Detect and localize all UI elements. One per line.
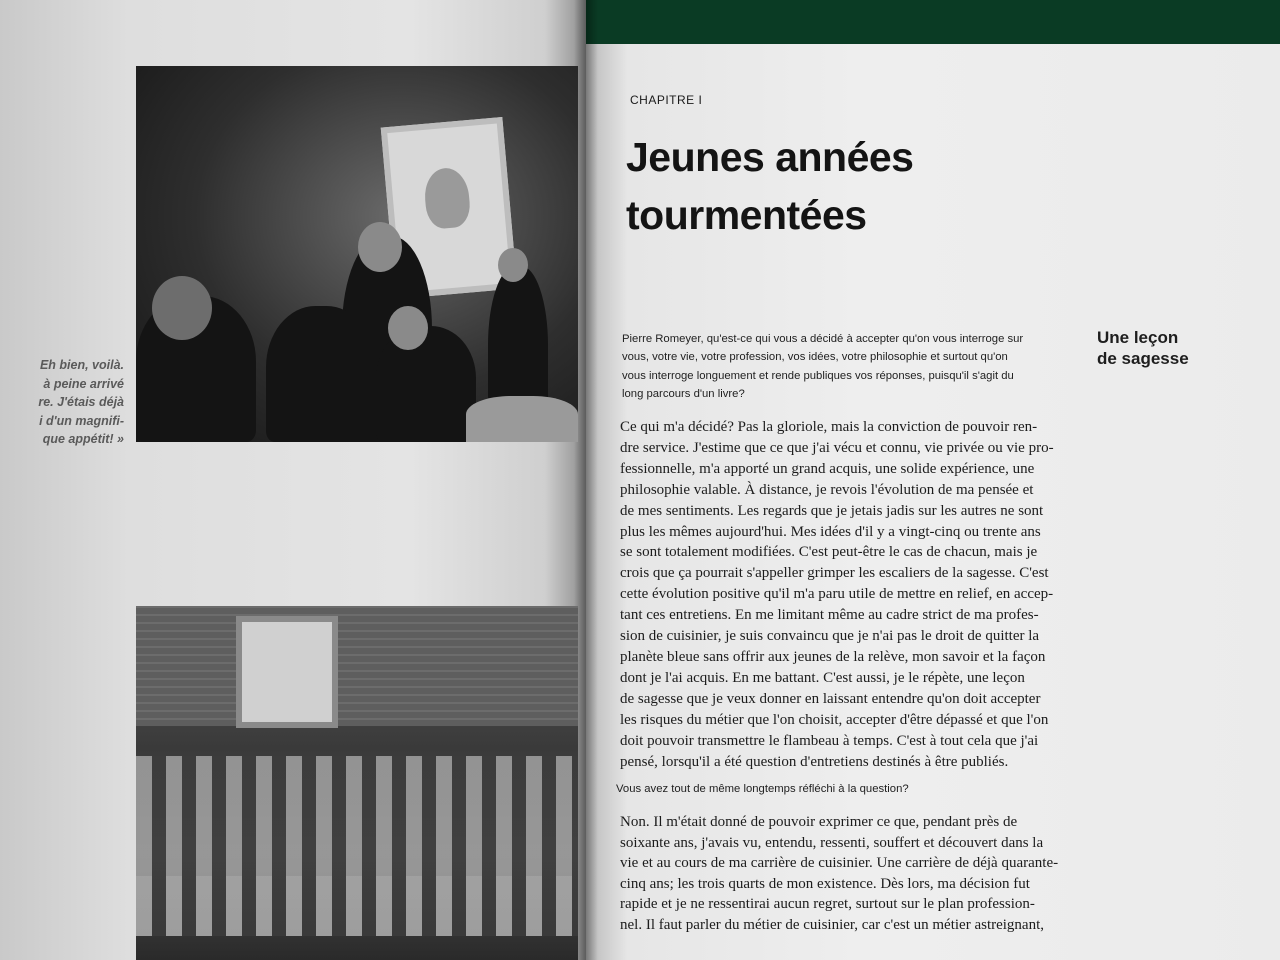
window bbox=[236, 616, 338, 728]
answer-paragraph-1 bbox=[620, 417, 1068, 772]
answer-line: nel. Il faut parler du métier de cuisinier, car c'est un métier astreignant, bbox=[620, 916, 1045, 933]
answer-line: plus les mêmes aujourd'hui. Mes idées d'il y a vingt-cinq ou trente ans bbox=[620, 523, 1041, 540]
side-heading bbox=[1097, 327, 1189, 369]
answer-line: dont je l'ai acquis. En me battant. C'est aussi, je le répète, une leçon bbox=[620, 669, 1025, 686]
answer-line: Non. Il m'était donné de pouvoir exprimer ce que, pendant près de bbox=[620, 814, 1018, 830]
intro-question bbox=[622, 330, 1077, 403]
question-line: Pierre Romeyer, qu'est-ce qui vous a décidé à accepter qu'on vous interroge sur bbox=[622, 333, 1024, 345]
answer-line: de mes sentiments. Les regards que je jetais jadis sur les autres ne sont bbox=[620, 502, 1044, 519]
answer-paragraph-2 bbox=[620, 812, 1068, 935]
answer-line: pensé, lorsqu'il a été question d'entretiens destinés à être publiés. bbox=[620, 753, 1009, 770]
answer-line: doit pouvoir transmettre le flambeau à temps. C'est à tout cela que j'ai bbox=[620, 732, 1039, 749]
chapter-label: CHAPITRE I bbox=[630, 93, 703, 107]
caption-line: Eh bien, voilà. bbox=[39, 358, 124, 372]
question-line: vous, votre vie, votre profession, vos idées, votre philosophie et surtout qu'on bbox=[622, 351, 1008, 364]
answer-line: planète bleue sans offrir aux jeunes de la relève, mon savoir et la façon bbox=[620, 648, 1046, 665]
answer-line: philosophie valable. À distance, je revois l'évolution de ma pensée et bbox=[620, 481, 1034, 498]
photo-schoolchildren bbox=[136, 606, 578, 960]
answer-line: cette évolution positive qu'il m'a paru utile de mettre en relief, en accep- bbox=[620, 586, 1054, 603]
photo-caption bbox=[0, 356, 124, 449]
question-line: vous interroge longuement et rende publiques vos réponses, puisqu'il s'agit du bbox=[622, 369, 1014, 382]
answer-line: rapide et je ne ressentirai aucun regret, surtout sur le plan profession- bbox=[620, 896, 1035, 912]
flower-arrangement bbox=[466, 396, 578, 442]
children-row-front bbox=[136, 876, 578, 936]
answer-line: tant ces entretiens. En me limitant même au cadre strict de ma profes- bbox=[620, 607, 1039, 624]
answer-line: dre service. J'estime que ce que j'ai vécu et connu, vie privée ou vie pro- bbox=[620, 439, 1054, 456]
chapter-title-line: Jeunes années bbox=[626, 134, 914, 180]
guest-right bbox=[376, 326, 476, 442]
answer-line: les risques du métier que l'on choisit, accepter d'être dépassé et que l'on bbox=[620, 711, 1049, 728]
photo-banquet bbox=[136, 66, 578, 442]
question-line: Vous avez tout de même longtemps réfléchi à la question? bbox=[616, 783, 909, 795]
question-line: long parcours d'un livre? bbox=[622, 387, 745, 400]
woman-face bbox=[498, 248, 528, 282]
caption-line: i d'un magnifi- bbox=[39, 413, 124, 428]
answer-line: se sont totalement modifiées. C'est peut-être le cas de chacun, mais je bbox=[620, 544, 1038, 561]
children-row-middle bbox=[136, 816, 578, 876]
guest-center bbox=[266, 306, 376, 442]
brick-wall bbox=[136, 606, 578, 726]
side-heading-line: Une leçon bbox=[1097, 328, 1179, 347]
answer-line: sion de cuisinier, je suis convaincu que je n'ai pas le droit de quitter la bbox=[620, 628, 1040, 645]
guest-left-head bbox=[152, 276, 212, 340]
caption-line: que appétit! » bbox=[42, 432, 124, 446]
answer-line: fessionnelle, m'a apporté un grand acquis, une solide expérience, une bbox=[620, 460, 1035, 477]
guest-right-head bbox=[388, 306, 428, 350]
answer-line: Ce qui m'a décidé? Pas la gloriole, mais la conviction de pouvoir ren- bbox=[620, 419, 1038, 435]
children-row-back bbox=[136, 756, 578, 816]
caption-line: à peine arrivé bbox=[43, 376, 124, 391]
man-face bbox=[358, 222, 402, 272]
side-heading-line: de sagesse bbox=[1097, 349, 1189, 368]
baby-figure bbox=[423, 166, 472, 230]
answer-line: soixante ans, j'avais vu, entendu, ressenti, souffert et découvert dans la bbox=[620, 834, 1044, 851]
chapter-title-line: tourmentées bbox=[626, 192, 867, 238]
answer-line: vie et au cours de ma carrière de cuisinier. Une carrière de déjà quarante- bbox=[620, 855, 1059, 871]
chapter-title bbox=[626, 128, 914, 244]
question-2 bbox=[616, 783, 909, 795]
caption-line: re. J'étais déjà bbox=[38, 395, 124, 409]
answer-line: cinq ans; les trois quarts de mon existence. Dès lors, ma décision fut bbox=[620, 875, 1030, 892]
answer-line: de sagesse que je veux donner en laissant entendre qu'on doit accepter bbox=[620, 690, 1041, 707]
answer-line: crois que ça pourrait s'appeller grimper les escaliers de la sagesse. C'est bbox=[620, 565, 1049, 582]
